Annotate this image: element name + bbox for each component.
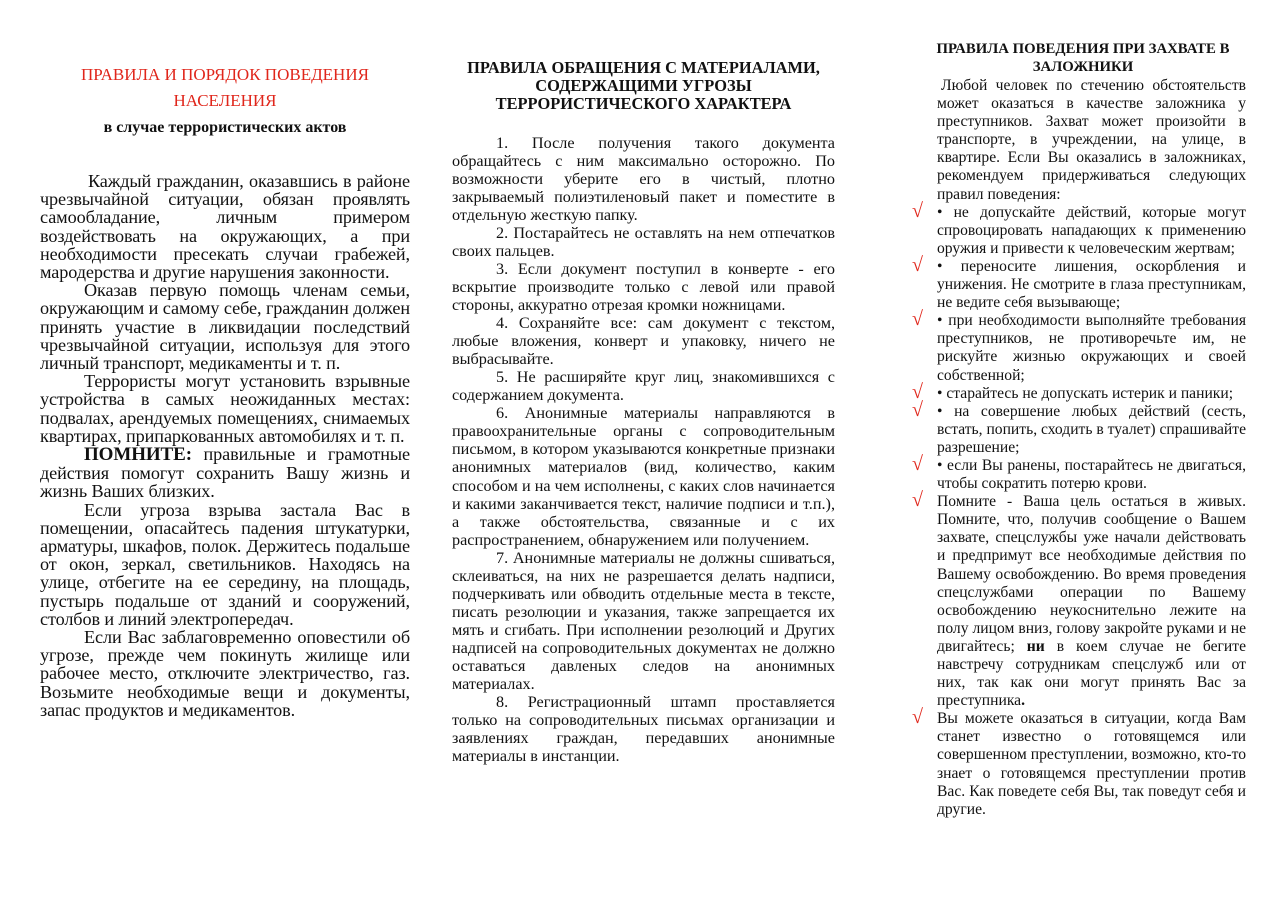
checkmark-icon: √ — [912, 380, 923, 403]
list-item: 7. Анонимные материалы не должны сшиваться, склеиваться, на них не разрешается делать надписи, подчеркивать или обводить отдельные места в тексте, писать резолюции и указания, также запрещается их мять и сгибать. При исполнении резолюций и Других надписей на сопроводительных документах не должно оставаться давленых следов на анонимных материалах. — [452, 548, 835, 694]
paragraph: Если угроза взрыва застала Вас в помещении, опасайтесь падения штукатурки, арматуры, шкафов, полок. Держитесь подальше от окон, зеркал, светильников. Находясь на улице, отбегите на ее середину, на площадь, пустырь подальше от зданий и сооружений, столбов и линий электропередач. — [40, 499, 410, 629]
remember-text: правильные и грамотные действия помогут сохранить Вашу жизнь и жизнь Ваших близких. — [40, 444, 410, 502]
list-item — [912, 380, 1246, 403]
checkmark-icon: √ — [912, 489, 923, 512]
paragraph: Оказав первую помощь членам семьи, окружающим и самому себе, гражданин должен принять участие в ликвидации последствий чрезвычайной ситуации, используя для этого личный транспорт, медикаменты и т. п. — [40, 280, 410, 374]
list-item-text: • при необходимости выполняйте требования преступников, не противоречьте им, не рискуйте жизнью окружающих и своей собственной; — [937, 312, 1246, 384]
list-item: 8. Регистрационный штамп проставляется только на сопроводительных письмах организации и заявлениях граждан, передавших анонимные материалы в инстанции. — [452, 693, 835, 766]
paragraph: Каждый гражданин, оказавшись в районе чрезвычайной ситуации, обязан проявлять самообладание, личным примером воздействовать на окружающих, а при необходимости пресекать случаи грабежей, мародерства и другие нарушения законности. — [40, 171, 410, 283]
list-item: 5. Не расширяйте круг лиц, знакомившихся с содержанием документа. — [452, 368, 835, 405]
list-item: 3. Если документ поступил в конверте - его вскрытие производите только с левой или правой стороны, аккуратно отрезая кромки ножницами. — [452, 259, 835, 315]
intro-paragraph: Любой человек по стечению обстоятельств может оказаться в качестве заложника у преступников. Захват может произойти в транспорте, в учреждении, на улице, в квартире. Если Вы оказались в заложниках, рекомендуем придерживаться следующих правил поведения: — [937, 77, 1246, 203]
list-item: 4. Сохраняйте все: сам документ с текстом, любые вложения, конверт и упаковку, ничего не выбрасывайте. — [452, 314, 835, 369]
list-item: 6. Анонимные материалы направляются в правоохранительные органы с сопроводительным письмом, в котором указываются конкретные признаки анонимных материалов (вид, количество, каким способом и на чем исполнены, с каких слов начинается и какими заканчивается текст, наличие подписи и т.п.), а также обстоятельства, связанные и с их распространением, обнаружением или получением. — [452, 404, 835, 549]
paragraph-remember — [40, 445, 410, 501]
list-item: 2. Постарайтесь не оставлять на нем отпечатков своих пальцев. — [452, 223, 835, 260]
list-item-text: • переносите лишения, оскорбления и унижения. Не смотрите в глаза преступникам, не ведите себя вызывающе; — [937, 257, 1246, 312]
list-item — [912, 706, 1246, 819]
list-item: 1. После получения такого документа обращайтесь с ним максимально осторожно. По возможности уберите его в чистый, плотно закрываемый полиэтиленовый пакет и поместите в отдельную жесткую папку. — [452, 133, 835, 224]
checkmark-icon: √ — [912, 199, 923, 222]
checkmark-icon: √ — [912, 308, 923, 331]
list-item-text: • если Вы ранены, постарайтесь не двигаться, чтобы сократить потерю крови. — [937, 456, 1246, 493]
column-body — [452, 134, 835, 766]
list-item — [912, 199, 1246, 258]
list-item-text: в коем случае не бегите навстречу сотрудникам спецслужб или от них, так как они могут принять Вас за преступника — [937, 637, 1247, 710]
paragraph: Террористы могут установить взрывные устройства в самых неожиданных местах: подвалах, арендуемых помещениях, снимаемых квартирах, припаркованных автомобилях и т. п. — [40, 371, 410, 446]
list-item — [912, 308, 1246, 384]
list-item — [912, 489, 1247, 710]
checklist — [912, 199, 1247, 819]
list-item — [912, 398, 1246, 457]
list-item — [912, 452, 1246, 493]
checkmark-icon: √ — [912, 452, 923, 475]
column-threat-materials — [452, 0, 835, 765]
checkmark-icon: √ — [912, 398, 923, 421]
checkmark-icon: √ — [912, 706, 923, 729]
list-item-text: Помните - Ваша цель остаться в живых. Помните, что, получив сообщение о Вашем захвате, спецслужбы уже начали действовать и предпримут все необходимые действия по Вашему освобождению. Во время проведения спецслужбами операции по Вашему освобождению неукоснительно лежите на полу лицом вниз, голову закройте руками и не двигайтесь; — [937, 493, 1246, 655]
column-body — [40, 172, 410, 719]
list-item-emphasis: ни — [1014, 637, 1045, 655]
remember-label: ПОМНИТЕ: — [84, 444, 192, 466]
list-item-text: • не допускайте действий, которые могут спровоцировать нападающих к применению оружия и привести к человеческим жертвам; — [937, 203, 1246, 257]
column-terror-rules — [40, 0, 410, 719]
list-item — [912, 253, 1246, 312]
list-item-text: Вы можете оказаться в ситуации, когда Вам станет известно о готовящемся или совершенном преступлении, возможно, кто-то знает о готовящемся преступлении против Вас. Как поведете себя Вы, так поведут себя и другие. — [937, 710, 1246, 818]
column-hostage-rules — [912, 0, 1246, 819]
column-title: ПРАВИЛА И ПОРЯДОК ПОВЕДЕНИЯ НАСЕЛЕНИЯ — [81, 65, 369, 110]
list-item-emphasis: . — [1021, 692, 1025, 710]
list-item-text: • на совершение любых действий (сесть, встать, попить, сходить в туалет) спрашивайте разрешение; — [937, 402, 1246, 456]
column-subtitle: в случае террористических актов — [103, 119, 347, 136]
checkmark-icon: √ — [912, 253, 923, 276]
list-item-text: • старайтесь не допускать истерик и паники; — [937, 384, 1234, 402]
column-title: ПРАВИЛА ПОВЕДЕНИЯ ПРИ ЗАХВАТЕ В ЗАЛОЖНИКИ — [936, 41, 1230, 75]
paragraph: Если Вас заблаговременно оповестили об угрозе, прежде чем покинуть жилище или рабочее место, отключите электричество, газ. Возьмите необходимые вещи и документы, запас продуктов и медикаментов. — [40, 627, 410, 720]
column-title: ПРАВИЛА ОБРАЩЕНИЯ С МАТЕРИАЛАМИ, СОДЕРЖАЩИМИ УГРОЗЫ ТЕРРОРИСТИЧЕСКОГО ХАРАКТЕРА — [467, 58, 820, 114]
